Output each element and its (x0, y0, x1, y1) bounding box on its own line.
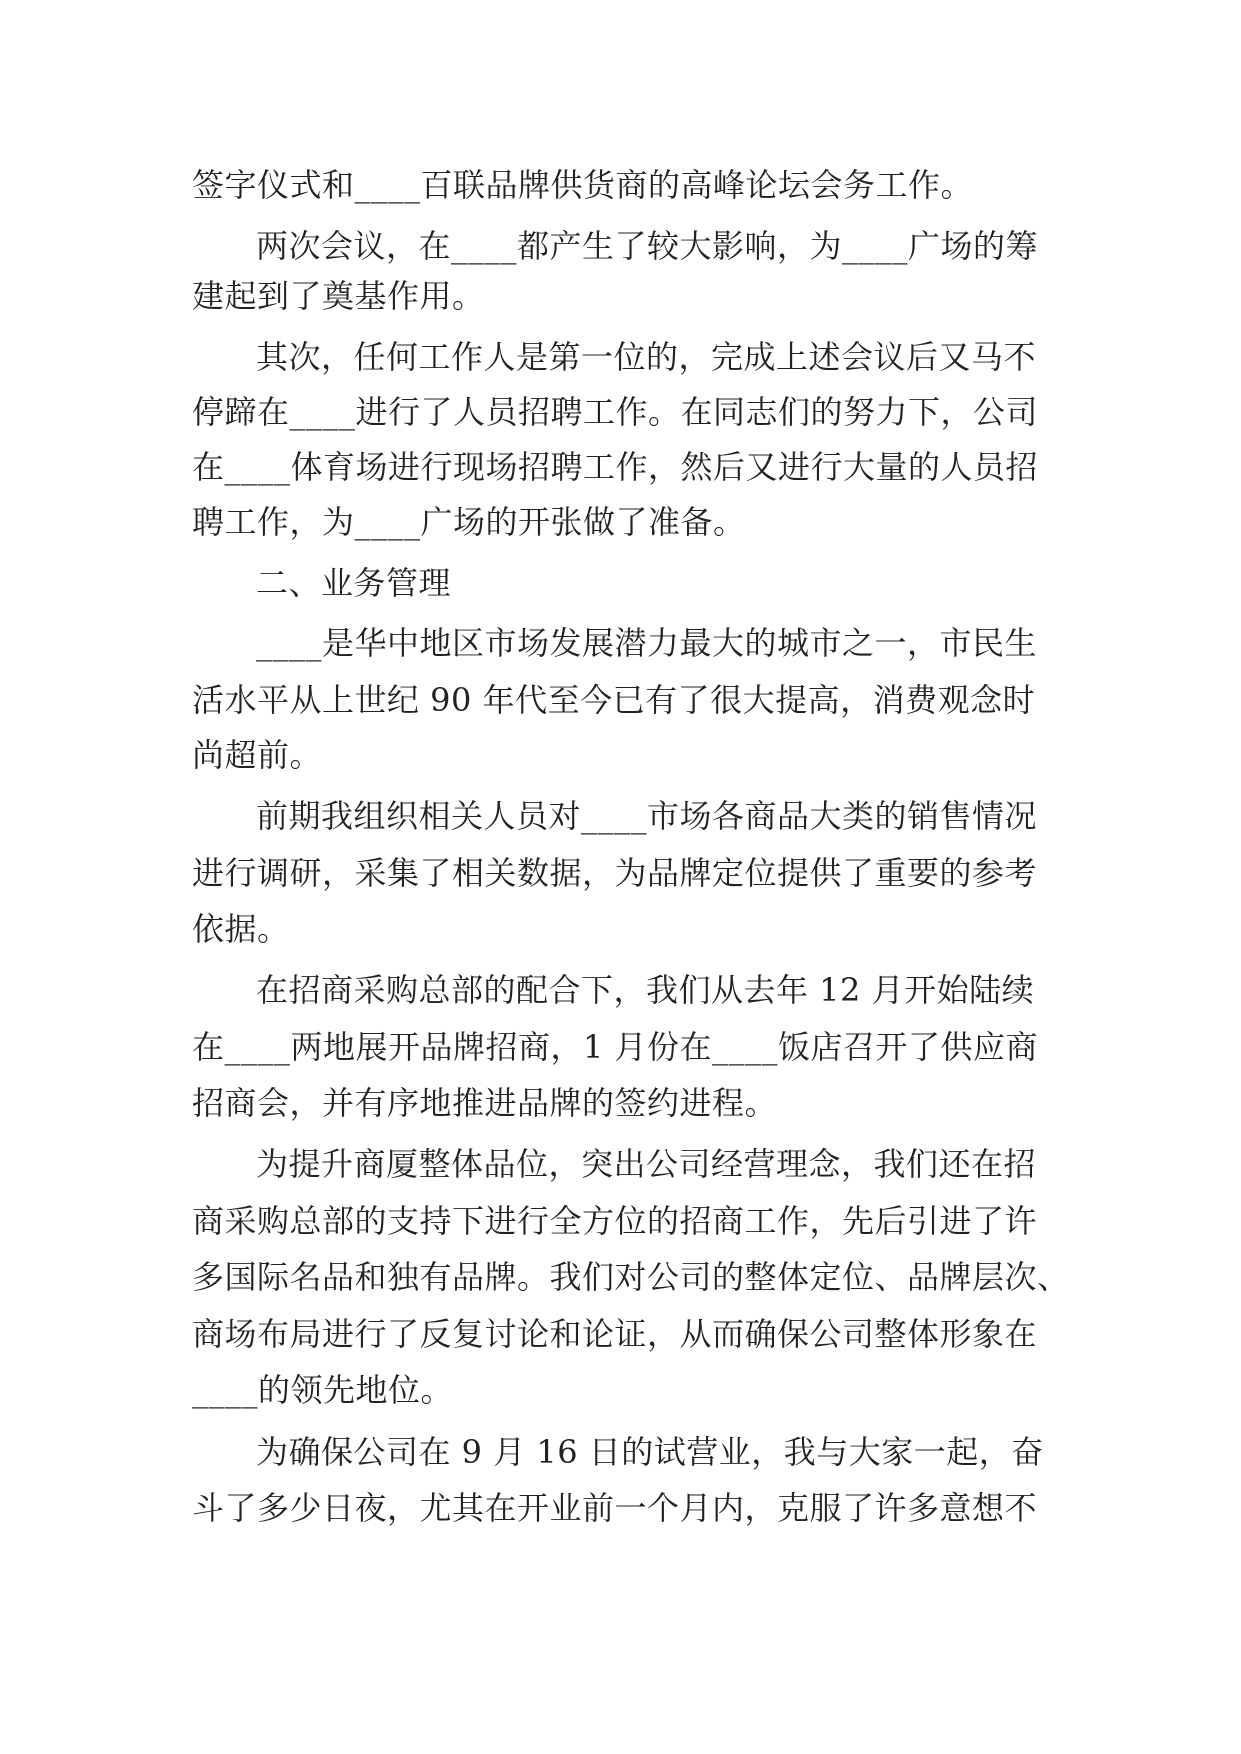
text-line-20: 多国际名品和独有品牌。我们对公司的整体定位、品牌层次、 (192, 1258, 1070, 1296)
text-line-21: 商场布局进行了反复讨论和论证，从而确保公司整体形象在 (192, 1315, 1038, 1353)
text-line-15: 在招商采购总部的配合下，我们从去年 12 月开始陆续 (256, 971, 1035, 1009)
text-line-22: ____的领先地位。 (192, 1371, 454, 1409)
text-line-1: 签字仪式和____百联品牌供货商的高峰论坛会务工作。 (192, 166, 974, 204)
text-line-10: 活水平从上世纪 90 年代至今已有了很大提高，消费观念时 (192, 681, 1036, 719)
text-line-5: 停蹄在____进行了人员招聘工作。在同志们的努力下，公司 (192, 393, 1039, 431)
text-line-14: 依据。 (192, 910, 290, 948)
text-line-11: 尚超前。 (192, 736, 323, 774)
text-line-13: 进行调研，采集了相关数据，为品牌定位提供了重要的参考 (192, 854, 1038, 892)
text-line-24: 斗了多少日夜，尤其在开业前一个月内，克服了许多意想不 (192, 1489, 1038, 1527)
text-line-12: 前期我组织相关人员对____市场各商品大类的销售情况 (256, 797, 1038, 835)
text-line-18: 为提升商厦整体品位，突出公司经营理念，我们还在招 (256, 1145, 1037, 1183)
text-line-2: 两次会议，在____都产生了较大影响，为____广场的筹 (256, 227, 1039, 265)
text-line-17: 招商会，并有序地推进品牌的签约进程。 (192, 1084, 778, 1122)
text-line-4: 其次，任何工作人是第一位的，完成上述会议后又马不 (256, 338, 1037, 376)
text-line-16: 在____两地展开品牌招商，1 月份在____饭店召开了供应商 (192, 1028, 1039, 1066)
text-line-9: ____是华中地区市场发展潜力最大的城市之一，市民生 (256, 624, 1038, 662)
text-line-8: 二、业务管理 (256, 564, 452, 602)
text-line-7: 聘工作，为____广场的开张做了准备。 (192, 503, 746, 541)
text-line-19: 商采购总部的支持下进行全方位的招商工作，先后引进了许 (192, 1202, 1038, 1240)
text-line-23: 为确保公司在 9 月 16 日的试营业，我与大家一起，奋 (256, 1433, 1044, 1471)
text-line-6: 在____体育场进行现场招聘工作，然后又进行大量的人员招 (192, 448, 1039, 486)
text-line-3: 建起到了奠基作用。 (192, 277, 485, 315)
